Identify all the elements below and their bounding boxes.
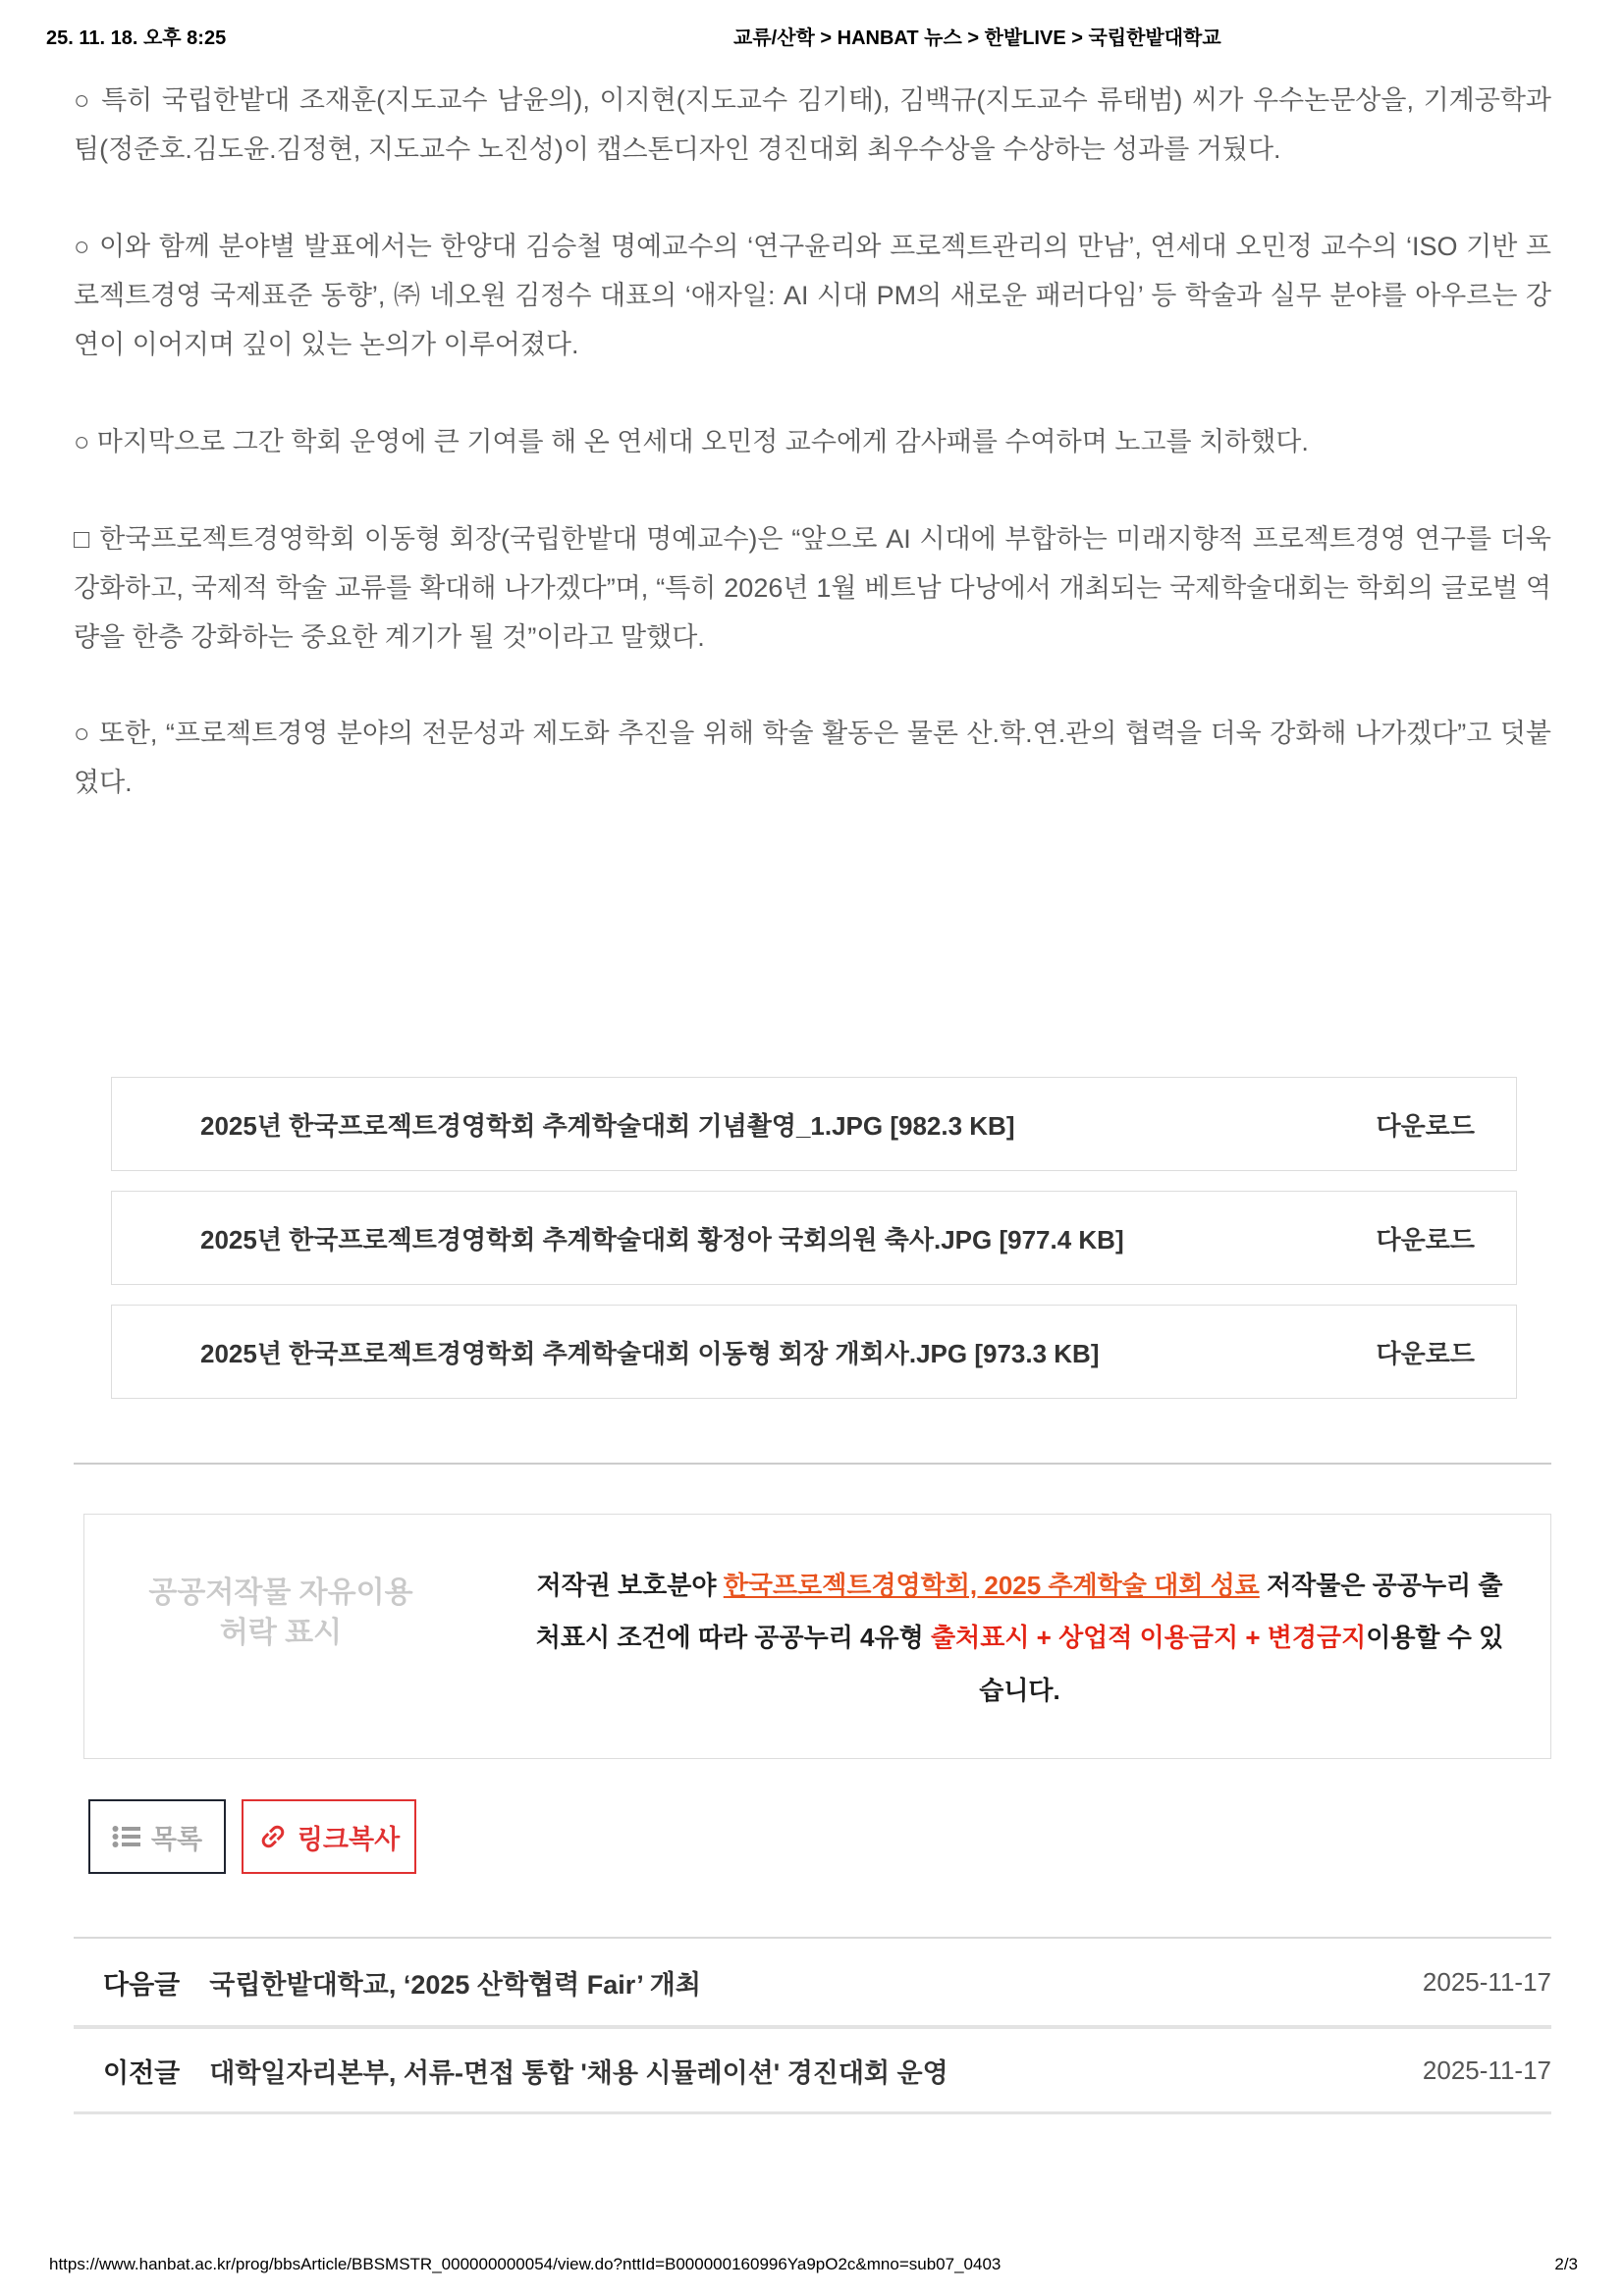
list-icon [112,1825,141,1848]
print-footer [49,2255,1578,2274]
article-body [74,77,1551,856]
prev-post-row[interactable] [74,2025,1551,2111]
list-button[interactable] [88,1799,226,1874]
attachment-row [111,1305,1517,1399]
license-type: 공공누리 4유형 [754,1623,931,1653]
download-button[interactable]: 다운로드 [1377,1220,1475,1256]
action-buttons [88,1799,416,1874]
section-divider [74,1463,1551,1465]
license-text [428,1560,1521,1717]
link-icon [258,1822,288,1851]
kogl-mark: 공공저작물 자유이용 허락 표시 [148,1576,413,1649]
download-button[interactable]: 다운로드 [1377,1334,1475,1370]
attachment-name: 2025년 한국프로젝트경영학회 추계학술대회 기념촬영_1.JPG [982.3 KB] [200,1110,1015,1141]
license-middle: 저작물은 공공누리 출처표시 조건에 따라 [535,1571,1503,1653]
page-number: 2/3 [1554,2255,1578,2273]
attachment-row [111,1077,1517,1171]
license-prefix: 저작권 보호분야 [536,1571,724,1600]
attachment-name: 2025년 한국프로젝트경영학회 추계학술대회 이동형 회장 개회사.JPG [973.3 KB] [200,1338,1100,1368]
article-paragraph: ○ 또한, “프로젝트경영 분야의 전문성과 제도화 추진을 위해 학술 활동은 물론 산.학.연.관의 협력을 더욱 강화해 나가겠다”고 덧붙였다. [74,719,1551,798]
license-conditions: 출처표시 + 상업적 이용금지 + 변경금지 [930,1623,1367,1653]
license-box [83,1514,1551,1759]
attachment-name: 2025년 한국프로젝트경영학회 추계학술대회 황정아 국회의원 축사.JPG [977.4 KB] [200,1224,1124,1255]
article-paragraph: ○ 마지막으로 그간 학회 운영에 큰 기여를 해 온 연세대 오민정 교수에게 감사패를 수여하며 노고를 치하했다. [74,426,1309,456]
download-button[interactable]: 다운로드 [1377,1106,1475,1143]
prev-post-date: 2025-11-17 [1422,2055,1551,2085]
attachment-list [111,1077,1517,1418]
prev-post-label: 이전글 [103,2057,181,2088]
prev-post-title[interactable]: 대학일자리본부, 서류-면접 통합 '채용 시뮬레이션' 경진대회 운영 [209,2057,948,2088]
attachment-row [111,1191,1517,1285]
print-header [46,22,1578,47]
article-paragraph: ○ 특히 국립한밭대 조재훈(지도교수 남윤의), 이지현(지도교수 김기태), 김백규(지도교수 류태범) 씨가 우수논문상을, 기계공학과 팀(정준호.김도윤.김정현, 지도교수 노진성)이 캡스톤디자인 경진대회 최우수상을 수상하는 성과를 거뒀다. [74,85,1551,164]
post-navigation [74,1937,1551,2114]
article-paragraph: ○ 이와 함께 분야별 발표에서는 한양대 김승철 명예교수의 ‘연구윤리와 프로젝트관리의 만남’, 연세대 오민정 교수의 ‘ISO 기반 프로젝트경영 국제표준 동향’, ㈜ 네오원 김정수 대표의 ‘애자일: AI 시대 PM의 새로운 패러다임’ 등 학술과 실무 분야를 아우르는 강연이 이어지며 깊이 있는 논의가 이루어졌다. [74,231,1551,359]
copy-link-button-label: 링크복사 [297,1824,401,1854]
next-post-title[interactable]: 국립한밭대학교, ‘2025 산학협력 Fair’ 개최 [209,1969,701,2000]
next-post-row[interactable] [74,1939,1551,2025]
breadcrumb: 교류/산학 > HANBAT 뉴스 > 한밭LIVE > 국립한밭대학교 [733,27,1221,49]
list-button-label: 목록 [150,1824,203,1854]
next-post-date: 2025-11-17 [1422,1966,1551,1997]
license-suffix: 이용할 수 있습니다. [979,1623,1504,1705]
license-link[interactable]: 한국프로젝트경영학회, 2025 추계학술 대회 성료 [723,1571,1260,1600]
print-datetime: 25. 11. 18. 오후 8:25 [46,27,227,49]
copy-link-button[interactable] [242,1799,416,1874]
article-paragraph: □ 한국프로젝트경영학회 이동형 회장(국립한밭대 명예교수)은 “앞으로 AI 시대에 부합하는 미래지향적 프로젝트경영 연구를 더욱 강화하고, 국제적 학술 교류를 확대해 나가겠다”며, “특히 2026년 1월 베트남 다낭에서 개최되는 국제학술대회는 학회의 글로벌 역량을 한층 강화하는 중요한 계기가 될 것”이라고 말했다. [74,523,1551,652]
next-post-label: 다음글 [103,1969,181,2000]
page-url: https://www.hanbat.ac.kr/prog/bbsArticle/BBSMSTR_000000000054/view.do?nttId=B000000160996Ya9pO2c&mno=sub07_0403 [49,2255,1001,2273]
